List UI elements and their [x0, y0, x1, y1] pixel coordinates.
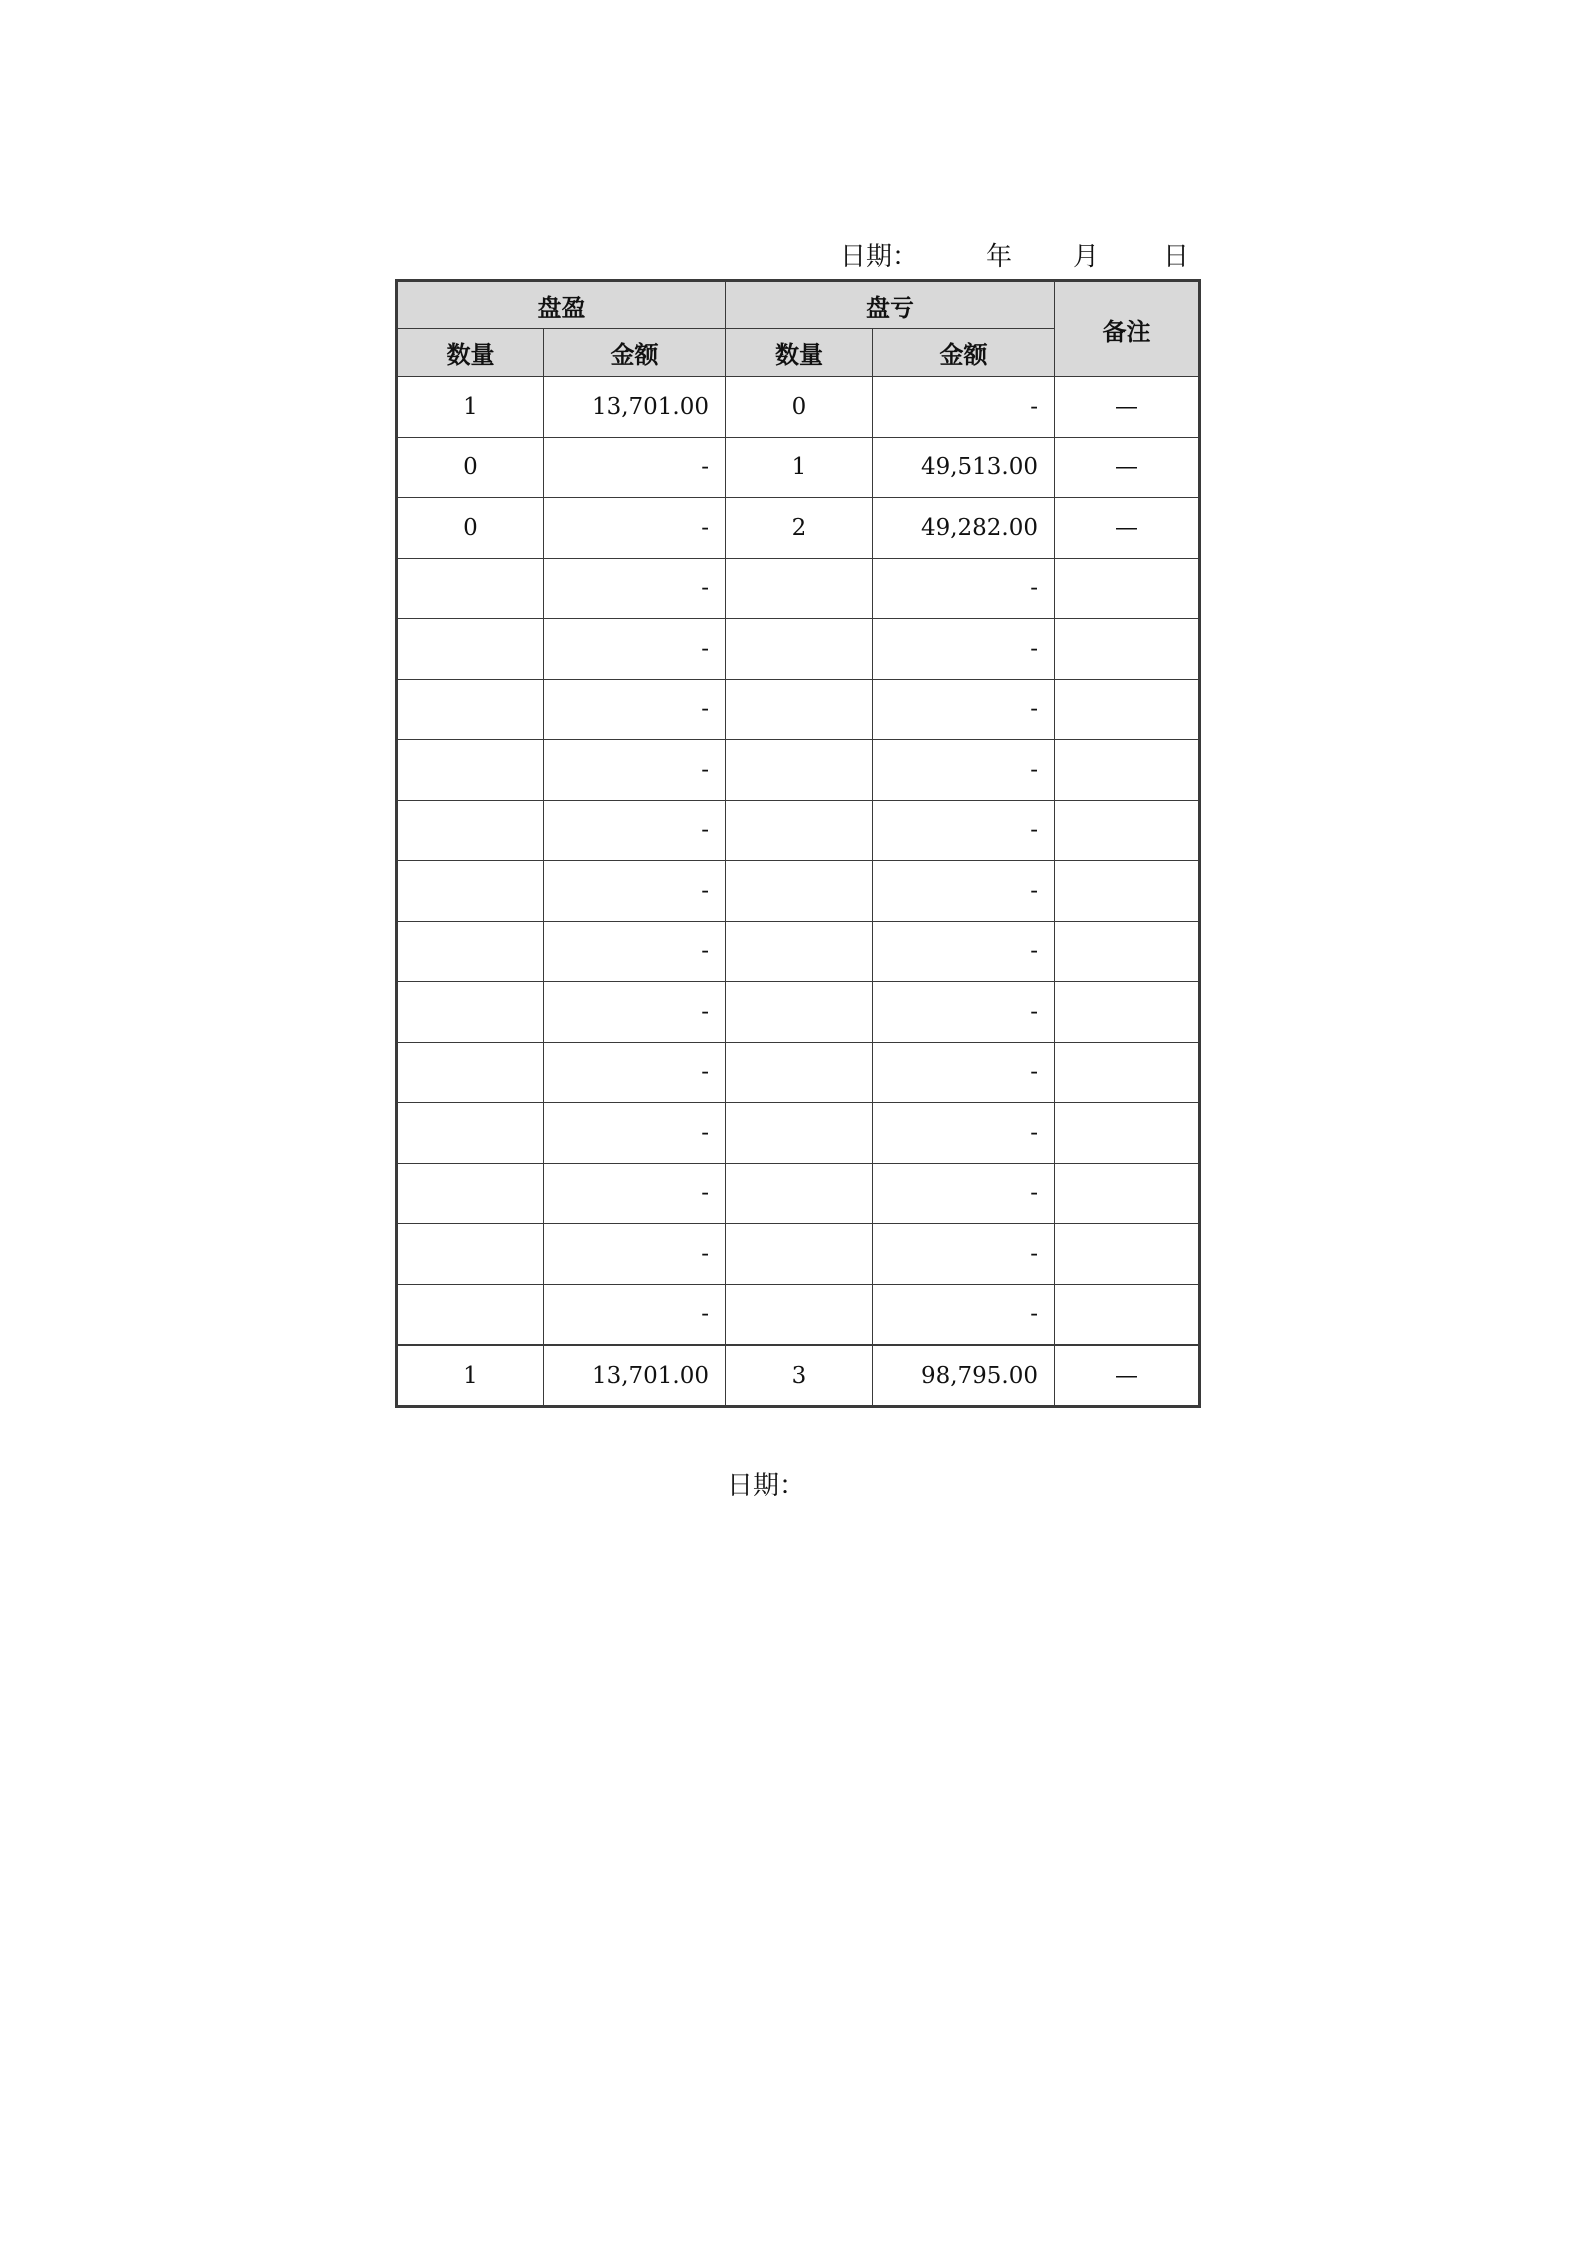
- surplus-qty-cell: [397, 1042, 544, 1103]
- remark-cell: [1055, 558, 1200, 619]
- surplus-qty-cell: 0: [397, 498, 544, 559]
- loss-amount-cell: -: [873, 800, 1055, 861]
- remark-cell: [1055, 1224, 1200, 1285]
- loss-qty-cell: [726, 679, 873, 740]
- table-row: [397, 800, 1200, 861]
- surplus-amount-cell: -: [544, 558, 726, 619]
- table-row: [397, 1103, 1200, 1164]
- loss-qty-cell: [726, 921, 873, 982]
- surplus-qty-cell: 1: [397, 377, 544, 438]
- table-row: [397, 1224, 1200, 1285]
- table-body: [397, 377, 1200, 1346]
- loss-amount-cell: -: [873, 1224, 1055, 1285]
- loss-amount-cell: -: [873, 921, 1055, 982]
- loss-group-header: 盘亏: [726, 281, 1055, 329]
- table-row: [397, 437, 1200, 498]
- remark-cell: [1055, 1103, 1200, 1164]
- surplus-amount-cell: -: [544, 679, 726, 740]
- total-surplus-qty: 1: [397, 1345, 544, 1407]
- surplus-amount-cell: -: [544, 921, 726, 982]
- surplus-group-header: 盘盈: [397, 281, 726, 329]
- surplus-qty-cell: [397, 1163, 544, 1224]
- loss-qty-cell: [726, 558, 873, 619]
- surplus-qty-cell: [397, 982, 544, 1043]
- surplus-amount-cell: -: [544, 800, 726, 861]
- loss-amount-cell: -: [873, 1163, 1055, 1224]
- surplus-qty-header: 数量: [397, 329, 544, 377]
- loss-amount-cell: -: [873, 558, 1055, 619]
- remark-cell: [1055, 740, 1200, 801]
- surplus-qty-cell: [397, 1284, 544, 1345]
- loss-amount-cell: -: [873, 679, 1055, 740]
- table-row: [397, 377, 1200, 438]
- surplus-qty-cell: [397, 679, 544, 740]
- surplus-amount-cell: -: [544, 437, 726, 498]
- surplus-amount-cell: -: [544, 1224, 726, 1285]
- loss-amount-cell: -: [873, 619, 1055, 680]
- surplus-amount-cell: -: [544, 1163, 726, 1224]
- surplus-qty-cell: [397, 1103, 544, 1164]
- remark-cell: —: [1055, 498, 1200, 559]
- surplus-amount-cell: -: [544, 740, 726, 801]
- surplus-amount-cell: -: [544, 1042, 726, 1103]
- remark-cell: [1055, 1284, 1200, 1345]
- remark-cell: [1055, 800, 1200, 861]
- table-row: [397, 861, 1200, 922]
- surplus-amount-cell: 13,701.00: [544, 377, 726, 438]
- total-loss-amount: 98,795.00: [873, 1345, 1055, 1407]
- loss-qty-cell: [726, 1284, 873, 1345]
- remark-header: 备注: [1055, 281, 1200, 377]
- surplus-qty-cell: [397, 800, 544, 861]
- remark-cell: [1055, 861, 1200, 922]
- loss-qty-header: 数量: [726, 329, 873, 377]
- loss-qty-cell: 2: [726, 498, 873, 559]
- table-row: [397, 740, 1200, 801]
- surplus-amount-header: 金额: [544, 329, 726, 377]
- loss-qty-cell: [726, 1163, 873, 1224]
- total-surplus-amount: 13,701.00: [544, 1345, 726, 1407]
- table-row: [397, 498, 1200, 559]
- surplus-qty-cell: [397, 740, 544, 801]
- surplus-amount-cell: -: [544, 1103, 726, 1164]
- loss-amount-cell: -: [873, 861, 1055, 922]
- surplus-amount-cell: -: [544, 619, 726, 680]
- table-row: [397, 679, 1200, 740]
- loss-qty-cell: [726, 1103, 873, 1164]
- loss-amount-cell: 49,282.00: [873, 498, 1055, 559]
- remark-cell: [1055, 921, 1200, 982]
- remark-cell: [1055, 679, 1200, 740]
- month-label: 月: [1073, 242, 1100, 272]
- day-label: 日: [1163, 242, 1190, 272]
- remark-cell: [1055, 982, 1200, 1043]
- loss-qty-cell: [726, 982, 873, 1043]
- table-row: [397, 1042, 1200, 1103]
- surplus-amount-cell: -: [544, 498, 726, 559]
- date-label: 日期：: [840, 242, 919, 272]
- surplus-qty-cell: [397, 921, 544, 982]
- remark-cell: —: [1055, 437, 1200, 498]
- year-label: 年: [986, 242, 1013, 272]
- loss-qty-cell: [726, 619, 873, 680]
- footer-date-label: 日期：: [727, 1471, 806, 1501]
- remark-cell: [1055, 619, 1200, 680]
- total-remark: —: [1055, 1345, 1200, 1407]
- surplus-amount-cell: -: [544, 861, 726, 922]
- loss-amount-cell: 49,513.00: [873, 437, 1055, 498]
- loss-amount-cell: -: [873, 377, 1055, 438]
- loss-qty-cell: [726, 1042, 873, 1103]
- remark-cell: [1055, 1042, 1200, 1103]
- loss-amount-cell: -: [873, 740, 1055, 801]
- inventory-surplus-loss-table: [395, 279, 1201, 1408]
- table-row: [397, 558, 1200, 619]
- loss-amount-header: 金额: [873, 329, 1055, 377]
- surplus-amount-cell: -: [544, 1284, 726, 1345]
- table-row: [397, 619, 1200, 680]
- loss-qty-cell: [726, 740, 873, 801]
- remark-cell: —: [1055, 377, 1200, 438]
- loss-qty-cell: [726, 800, 873, 861]
- table-row: [397, 921, 1200, 982]
- loss-amount-cell: -: [873, 1284, 1055, 1345]
- total-row: [397, 1345, 1200, 1407]
- surplus-qty-cell: [397, 619, 544, 680]
- table-row: [397, 1163, 1200, 1224]
- loss-amount-cell: -: [873, 1042, 1055, 1103]
- surplus-qty-cell: [397, 861, 544, 922]
- loss-qty-cell: [726, 861, 873, 922]
- loss-amount-cell: -: [873, 982, 1055, 1043]
- loss-qty-cell: [726, 1224, 873, 1285]
- table-row: [397, 982, 1200, 1043]
- loss-qty-cell: 0: [726, 377, 873, 438]
- table-row: [397, 1284, 1200, 1345]
- total-loss-qty: 3: [726, 1345, 873, 1407]
- surplus-amount-cell: -: [544, 982, 726, 1043]
- loss-amount-cell: -: [873, 1103, 1055, 1164]
- surplus-qty-cell: 0: [397, 437, 544, 498]
- date-header: [840, 236, 1192, 276]
- surplus-qty-cell: [397, 1224, 544, 1285]
- surplus-qty-cell: [397, 558, 544, 619]
- loss-qty-cell: 1: [726, 437, 873, 498]
- remark-cell: [1055, 1163, 1200, 1224]
